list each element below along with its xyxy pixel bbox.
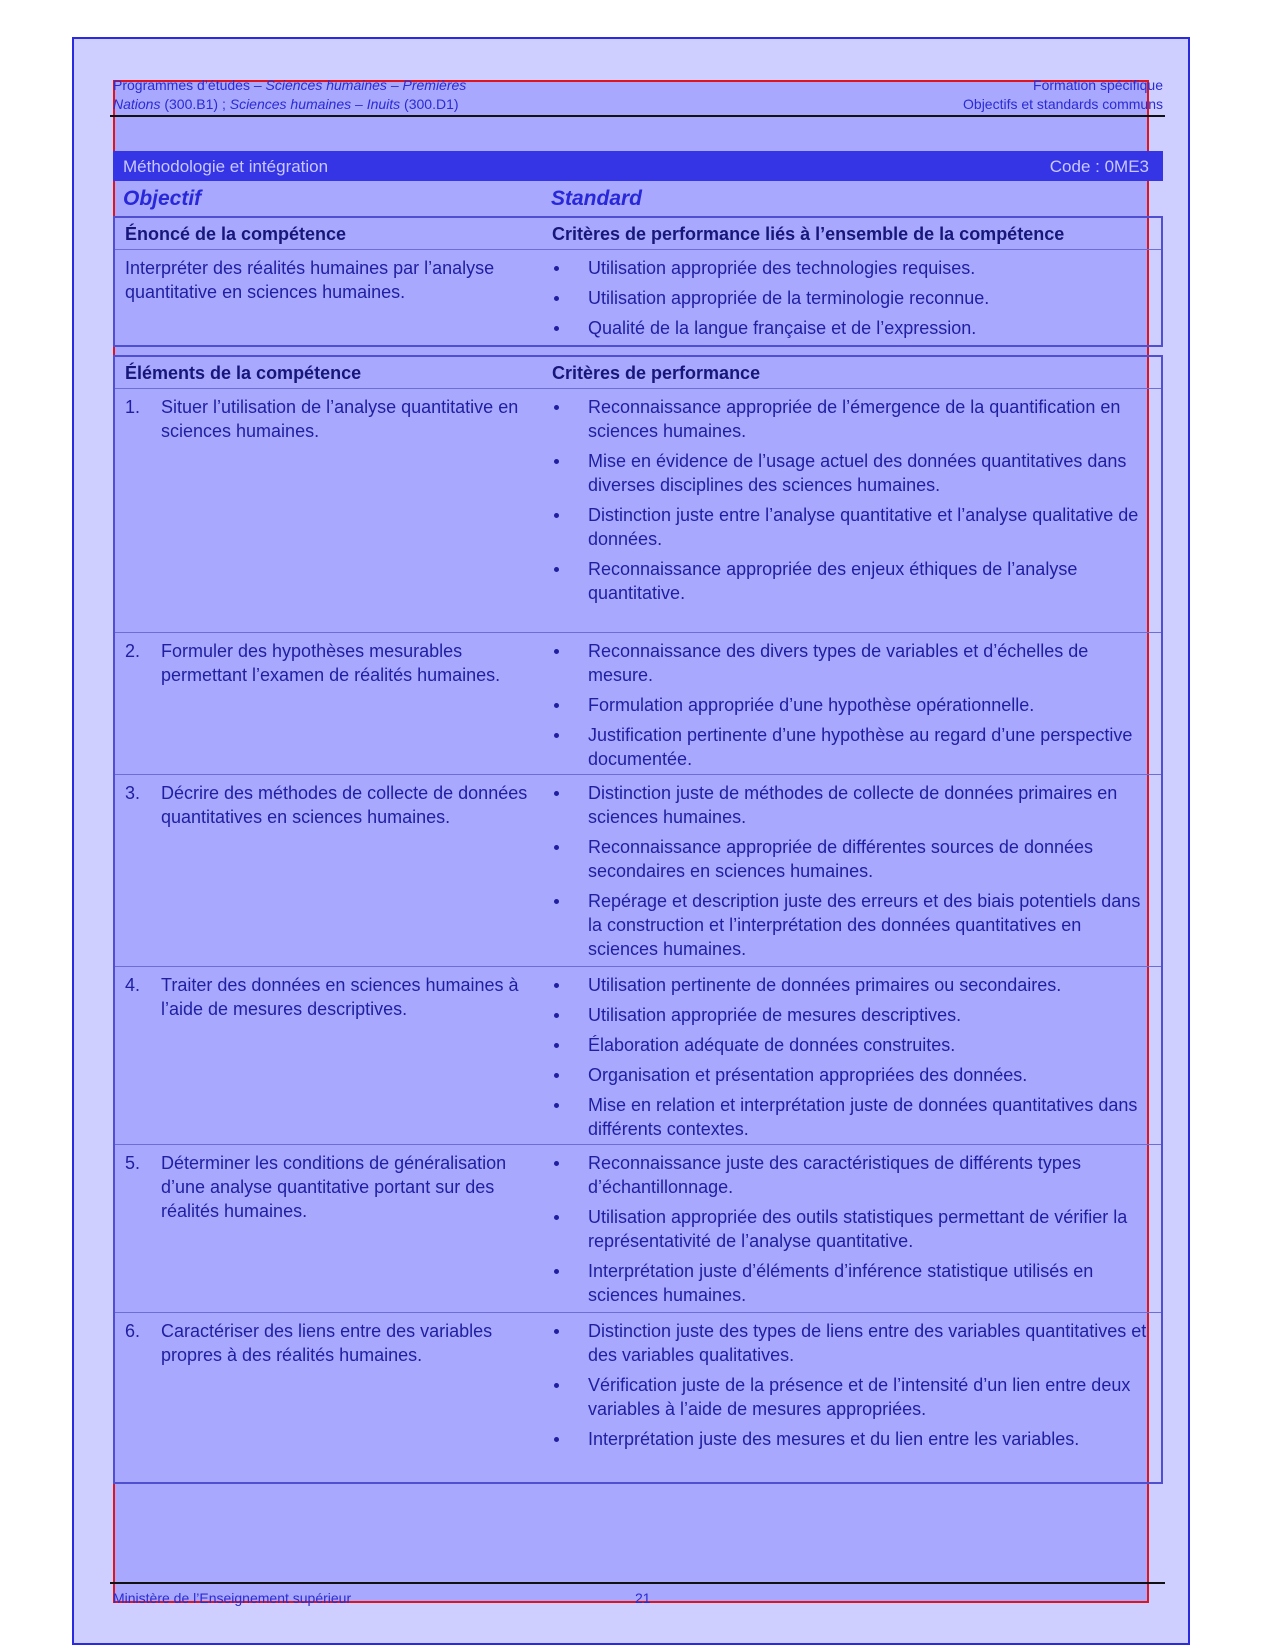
element-criteria-list xyxy=(552,639,1152,777)
element-text xyxy=(125,639,535,687)
list-item: Mise en évidence de l’usage actuel des données quantitatives dans diverses disciplines des sciences humaines. xyxy=(552,449,1152,497)
elements-table xyxy=(113,355,1163,1484)
list-item: Utilisation appropriée des outils statistiques permettant de vérifier la représentativité de l’analyse quantitative. xyxy=(552,1205,1152,1253)
list-item: Formulation appropriée d’une hypothèse opérationnelle. xyxy=(552,693,1152,717)
element-criteria-list xyxy=(552,1319,1152,1457)
list-item: Utilisation pertinente de données primaires ou secondaires. xyxy=(552,973,1152,997)
competence-criteria-list xyxy=(552,256,1152,346)
element-text xyxy=(125,973,535,1021)
objective-heading: Objectif xyxy=(123,187,202,210)
list-item: Organisation et présentation appropriées des données. xyxy=(552,1063,1152,1087)
header-rule xyxy=(110,115,1165,117)
list-item: Utilisation appropriée de mesures descriptives. xyxy=(552,1003,1152,1027)
element-number: 1. xyxy=(125,397,141,417)
competence-statement: Interpréter des réalités humaines par l’analyse quantitative en sciences humaines. xyxy=(125,258,495,302)
list-item: Distinction juste de méthodes de collecte de données primaires en sciences humaines. xyxy=(552,781,1152,829)
list-item: Justification pertinente d’une hypothèse au regard d’une perspective documentée. xyxy=(552,723,1152,771)
header-objectifs: Objectifs et standards communs xyxy=(963,96,1163,112)
element-number: 4. xyxy=(125,975,141,995)
list-item: Reconnaissance appropriée de l’émergence de la quantification en sciences humaines. xyxy=(552,395,1152,443)
list-item: Interprétation juste d’éléments d’inférence statistique utilisés en sciences humaines. xyxy=(552,1259,1152,1307)
element-criteria-list xyxy=(552,781,1152,967)
header-formation: Formation spécifique xyxy=(1033,77,1163,93)
header-program-code-2: (300.D1) xyxy=(400,96,459,112)
section-code: Code : 0ME3 xyxy=(1049,157,1149,176)
competence-criteria-heading: Critères de performance liés à l’ensemble de la compétence xyxy=(552,224,1065,244)
list-item: Reconnaissance des divers types de variables et d’échelles de mesure. xyxy=(552,639,1152,687)
section-title: Méthodologie et intégration xyxy=(123,157,329,176)
element-criteria-list xyxy=(552,973,1152,1147)
list-item: Qualité de la langue française et de l’expression. xyxy=(552,316,1152,340)
list-item: Reconnaissance appropriée des enjeux éthiques de l’analyse quantitative. xyxy=(552,557,1152,605)
element-statement: Formuler des hypothèses mesurables permettant l’examen de réalités humaines. xyxy=(161,641,501,685)
list-item: Repérage et description juste des erreurs et des biais potentiels dans la construction et l’interprétation des données quantitatives en sciences humaines. xyxy=(552,889,1152,961)
element-number: 2. xyxy=(125,641,141,661)
page-number: 21 xyxy=(635,1590,651,1606)
header-program-title-cont: Nations xyxy=(113,96,161,112)
header-program-title: Sciences humaines – Premières xyxy=(265,77,467,93)
list-item: Élaboration adéquate de données construites. xyxy=(552,1033,1152,1057)
table-row xyxy=(115,1313,1161,1482)
list-item: Distinction juste des types de liens entre des variables quantitatives et des variables qualitatives. xyxy=(552,1319,1152,1367)
table-row xyxy=(115,633,1161,775)
element-text xyxy=(125,781,535,829)
table-row xyxy=(115,967,1161,1145)
header-program-code-1: (300.B1) ; xyxy=(160,96,230,112)
footer-ministry: Ministère de l’Enseignement supérieur xyxy=(113,1590,352,1606)
competence-header-row xyxy=(115,218,1161,250)
section-title-bar xyxy=(113,151,1163,181)
header-program-title-2: Sciences humaines – Inuits xyxy=(229,96,401,112)
list-item: Reconnaissance appropriée de différentes sources de données secondaires en sciences humaines. xyxy=(552,835,1152,883)
competence-table xyxy=(113,216,1163,347)
element-statement: Caractériser des liens entre des variables propres à des réalités humaines. xyxy=(161,1321,493,1365)
table-row xyxy=(115,1145,1161,1313)
element-statement: Traiter des données en sciences humaines à l’aide de mesures descriptives. xyxy=(161,975,519,1019)
list-item: Vérification juste de la présence et de l’intensité d’un lien entre deux variables à l’aide de mesures appropriées. xyxy=(552,1373,1152,1421)
element-criteria-list xyxy=(552,1151,1152,1313)
elements-heading: Éléments de la compétence xyxy=(125,363,362,383)
element-criteria-list xyxy=(552,395,1152,611)
list-item: Mise en relation et interprétation juste de données quantitatives dans différents contextes. xyxy=(552,1093,1152,1141)
element-statement: Déterminer les conditions de généralisation d’une analyse quantitative portant sur des réalités humaines. xyxy=(161,1153,507,1221)
header-program-line-1 xyxy=(113,77,466,93)
element-text xyxy=(125,395,535,443)
table-row xyxy=(115,389,1161,633)
list-item: Interprétation juste des mesures et du lien entre les variables. xyxy=(552,1427,1152,1451)
element-number: 3. xyxy=(125,783,141,803)
table-row xyxy=(115,775,1161,967)
list-item: Utilisation appropriée des technologies requises. xyxy=(552,256,1152,280)
list-item: Reconnaissance juste des caractéristiques de différents types d’échantillonnage. xyxy=(552,1151,1152,1199)
header-program-text: Programmes d’études – xyxy=(113,77,266,93)
list-item: Distinction juste entre l’analyse quantitative et l’analyse qualitative de données. xyxy=(552,503,1152,551)
element-number: 5. xyxy=(125,1153,141,1173)
standard-heading: Standard xyxy=(551,187,643,210)
elements-criteria-heading: Critères de performance xyxy=(552,363,761,383)
footer-rule xyxy=(110,1582,1165,1584)
header-program-line-2 xyxy=(113,96,459,112)
element-text xyxy=(125,1151,535,1223)
element-number: 6. xyxy=(125,1321,141,1341)
competence-statement-heading: Énoncé de la compétence xyxy=(125,224,347,244)
elements-header-row xyxy=(115,357,1161,389)
element-text xyxy=(125,1319,535,1367)
element-statement: Décrire des méthodes de collecte de données quantitatives en sciences humaines. xyxy=(161,783,528,827)
list-item: Utilisation appropriée de la terminologie reconnue. xyxy=(552,286,1152,310)
competence-body-row xyxy=(115,250,1161,345)
element-statement: Situer l’utilisation de l’analyse quantitative en sciences humaines. xyxy=(161,397,519,441)
